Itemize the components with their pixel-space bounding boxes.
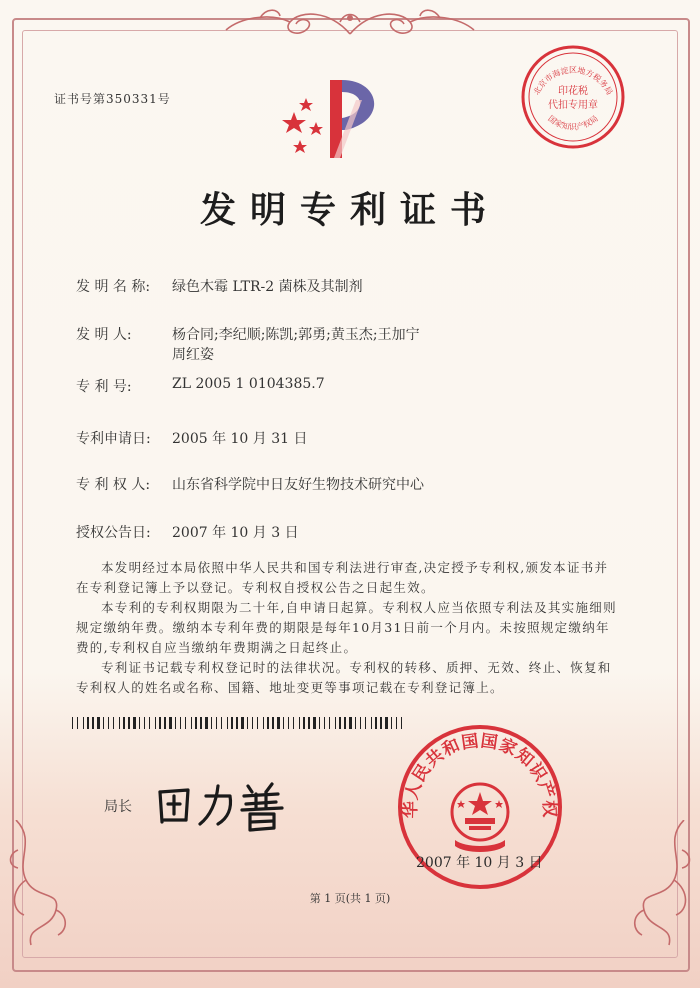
field-label: 专利申请日: [76, 431, 151, 447]
field-label: 发 明 人: [76, 327, 132, 343]
tax-stamp-seal [518, 42, 628, 152]
field-value: 杨合同;李纪顺;陈凯;郭勇;黄玉杰;王加宁 [172, 327, 420, 343]
body-paragraph-3: 专利证书记载专利权登记时的法律状况。专利权的转移、质押、无效、终止、恢复和专利权人的姓名或名称、国籍、地址变更等事项记载在专利登记簿上。 [76, 660, 612, 695]
svg-text:国家知识产权局 [546, 114, 599, 132]
bottom-right-ornament [624, 820, 694, 950]
tax-seal-bottom-text: 国家知识产权局 [546, 113, 600, 132]
tax-seal-ring-text: 北京市海淀区地方税务局 [531, 65, 615, 97]
field-value: 山东省科学院中日友好生物技术研究中心 [172, 477, 424, 493]
field-invention-name [76, 276, 363, 296]
field-patent-number [76, 376, 325, 396]
field-label: 专 利 权 人: [76, 477, 151, 493]
field-inventors [76, 324, 420, 364]
field-value: ZL 2005 1 0104385.7 [172, 376, 325, 392]
field-value: 绿色木霉 LTR-2 菌株及其制剂 [172, 279, 363, 295]
field-grant-date [76, 522, 299, 542]
patent-office-logo [280, 70, 390, 165]
tax-seal-center-1: 印花税 [558, 86, 588, 97]
field-value: 2007 年 10 月 3 日 [172, 525, 299, 541]
field-label: 授权公告日: [76, 525, 151, 541]
top-ornament [220, 4, 480, 40]
seal-ring-text: 华人民共和国国家知识产权 [400, 731, 560, 819]
body-paragraph-1: 本发明经过本局依照中华人民共和国专利法进行审查,决定授予专利权,颁发本证书并在专利登记簿上予以登记。专利权自授权公告之日起生效。 [76, 560, 609, 595]
field-label: 专 利 号: [76, 379, 132, 395]
certificate-title: 发明专利证书 [199, 189, 500, 231]
director-signature [148, 774, 298, 834]
certificate-body [76, 558, 620, 698]
field-value-line2: 周红姿 [172, 347, 214, 363]
field-application-date [76, 428, 308, 448]
tax-seal-center-2: 代扣专用章 [548, 100, 598, 111]
field-patentee [76, 474, 424, 494]
director-label: 局长 [104, 799, 132, 815]
body-paragraph-2: 本专利的专利权期限为二十年,自申请日起算。专利权人应当依照专利法及其实施细则规定缴纳年费。缴纳本专利年费的期限是每年10月31日前一个月内。未按照规定缴纳年费的,专利权自应当缴纳年费期满之日起终止。 [76, 600, 617, 655]
bottom-left-ornament [6, 820, 76, 950]
barcode [72, 714, 402, 726]
page-number: 第 1 页(共 1 页) [309, 892, 391, 905]
certificate-number: 证书号第350331号 [54, 92, 171, 106]
field-label: 发 明 名 称: [76, 279, 151, 295]
field-value: 2005 年 10 月 31 日 [172, 431, 308, 447]
issue-date: 2007 年 10 月 3 日 [416, 855, 543, 871]
inner-border [22, 30, 678, 958]
